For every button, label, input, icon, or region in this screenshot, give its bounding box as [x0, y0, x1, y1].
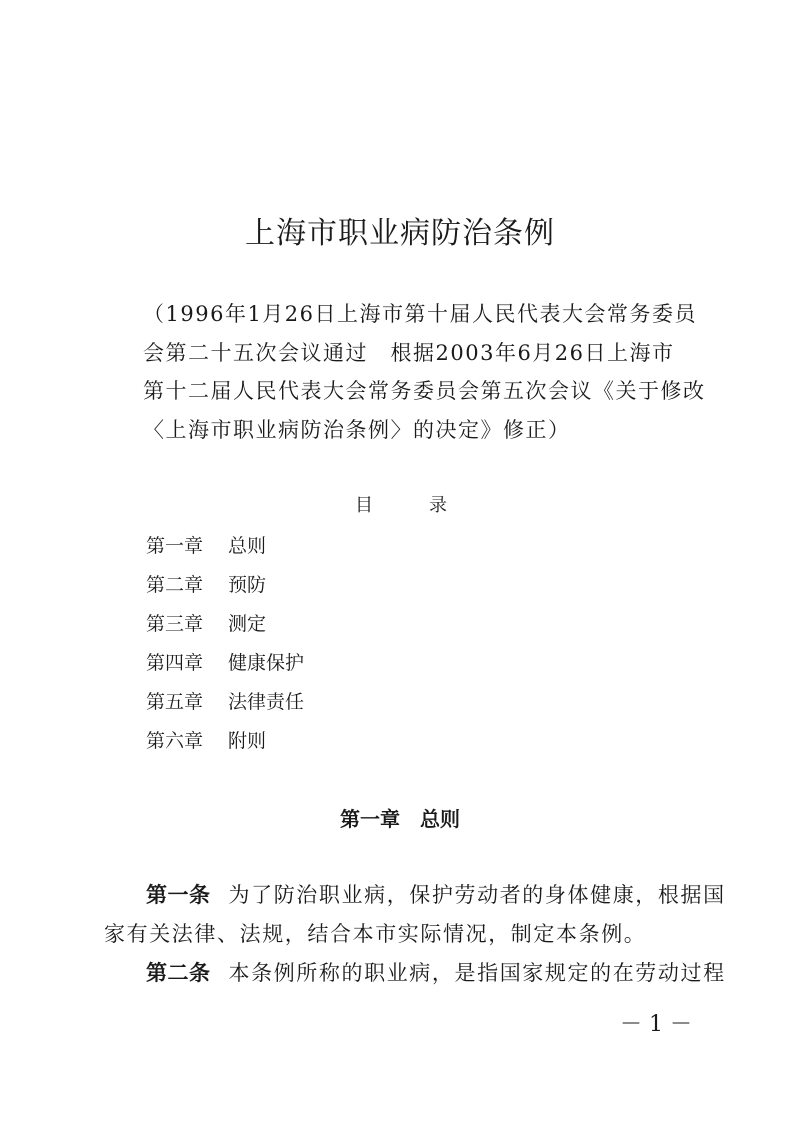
toc-heading: [355, 493, 447, 519]
toc-item-number: 第五章: [146, 691, 204, 713]
chapter-heading: [0, 804, 800, 834]
subtitle-line: （1996年1月26日上海市第十届人民代表大会常务委员: [143, 302, 698, 326]
page-number: － 1 －: [620, 1012, 692, 1037]
document-subtitle: [143, 295, 706, 449]
toc-item: [146, 650, 304, 689]
toc-item-title: 总则: [228, 535, 267, 557]
toc-item-number: 第四章: [146, 652, 204, 674]
toc-heading-left: 目: [355, 495, 373, 516]
article-1: [104, 876, 726, 954]
subtitle-line: 第十二届人民代表大会常务委员会第五次会议《关于修改: [143, 379, 706, 403]
chapter-heading-number: 第一章: [340, 807, 400, 831]
subtitle-line: 〈上海市职业病防治条例〉的决定》修正）: [143, 417, 571, 442]
article-first-line: [104, 954, 726, 993]
article-text: 为了防治职业病，保护劳动者的身体健康，根据国: [228, 883, 726, 907]
article-first-line: [104, 876, 726, 915]
toc-item-title: 预防: [228, 574, 267, 596]
toc-item: [146, 611, 304, 650]
toc-item-number: 第二章: [146, 574, 204, 596]
toc-item-title: 法律责任: [228, 691, 305, 713]
toc-item-number: 第三章: [146, 613, 204, 635]
article-label: 第一条: [146, 883, 211, 907]
toc-item: [146, 533, 304, 572]
document-title: 上海市职业病防治条例: [245, 216, 555, 251]
toc-item: [146, 728, 304, 767]
toc-item-title: 测定: [228, 613, 267, 635]
toc-item: [146, 689, 304, 728]
article-continuation: 家有关法律、法规，结合本市实际情况，制定本条例。: [104, 922, 647, 946]
table-of-contents: [146, 533, 304, 767]
toc-item-number: 第一章: [146, 535, 204, 557]
toc-item: [146, 572, 304, 611]
subtitle-line: 会第二十五次会议通过 根据2003年6月26日上海市: [143, 340, 675, 365]
chapter-heading-title: 总则: [420, 807, 460, 831]
toc-heading-right: 录: [429, 495, 447, 516]
toc-item-title: 健康保护: [228, 652, 305, 674]
toc-item-title: 附则: [228, 730, 267, 752]
toc-item-number: 第六章: [146, 730, 204, 752]
article-2: [104, 954, 726, 993]
article-label: 第二条: [146, 961, 211, 985]
article-text: 本条例所称的职业病，是指国家规定的在劳动过程: [228, 961, 726, 985]
